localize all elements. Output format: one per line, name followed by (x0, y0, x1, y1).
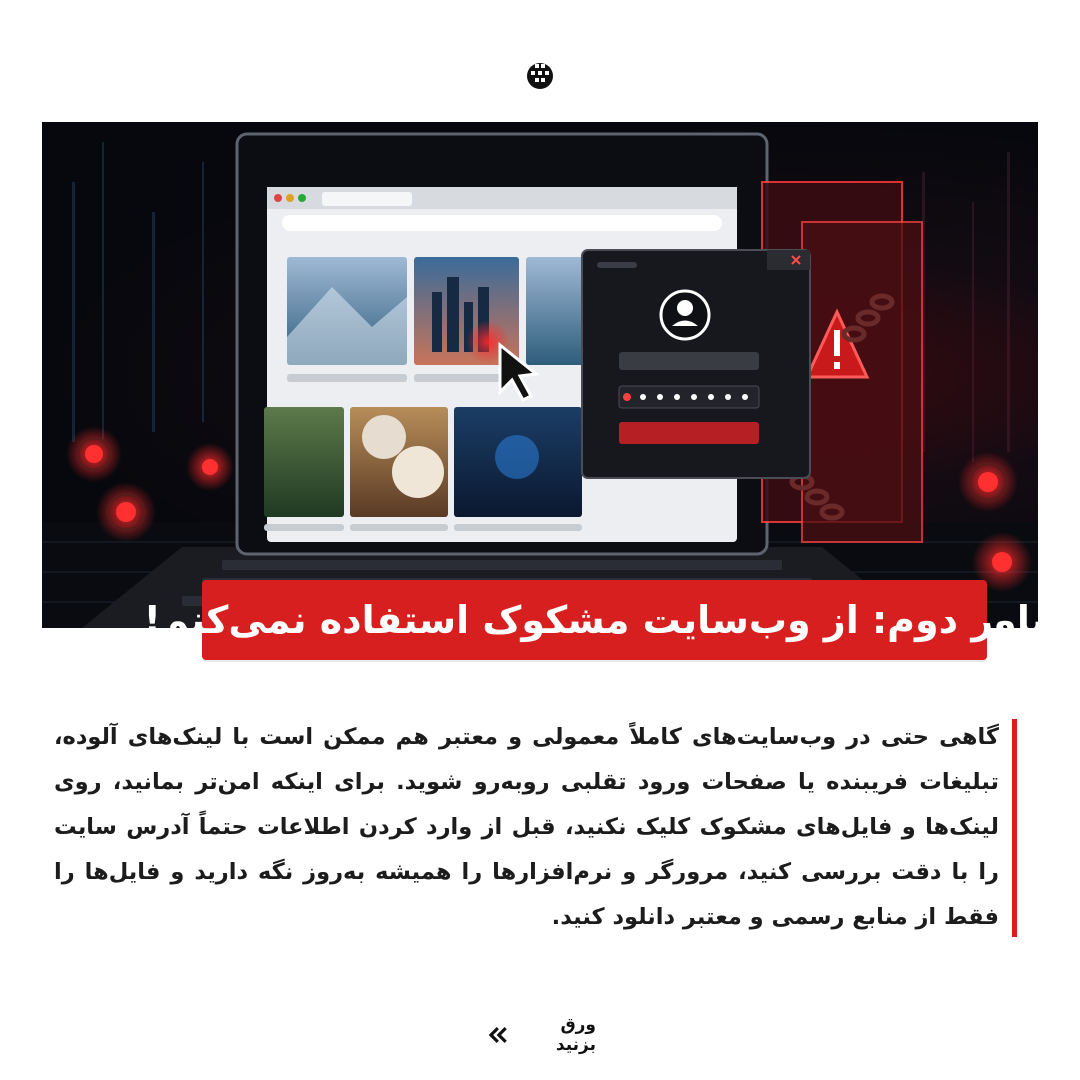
swipe-label: ورق بزنید (555, 1015, 596, 1055)
brand-logo (524, 60, 556, 90)
double-chevron-left-icon (486, 1025, 510, 1045)
body-section (52, 715, 1017, 935)
swipe-hint[interactable] (486, 1015, 596, 1055)
hero-illustration (42, 122, 1038, 628)
threat-node (96, 482, 156, 542)
accent-bar (1012, 719, 1017, 937)
page-title: باور دوم: از وب‌سایت مشکوک استفاده نمی‌کنم! (143, 598, 1046, 642)
threat-node (186, 443, 234, 491)
title-banner (143, 580, 1046, 660)
body-paragraph: گاهی حتی در وب‌سایت‌های کاملاً معمولی و معتبر هم ممکن است با لینک‌های آلوده، تبلیغات فریبنده یا صفحات ورود تقلبی روبه‌رو شوید. برای اینکه امن‌تر بمانید، روی لینک‌ها و فایل‌های مشکوک کلیک نکنید، قبل از وارد کردن اطلاعات حتماً آدرس سایت را با دقت بررسی کنید، مرورگر و نرم‌افزارها را همیشه به‌روز نگه دارید و فایل‌ها را فقط از منابع رسمی و معتبر دانلود کنید. (54, 724, 999, 930)
user-avatar-icon (661, 291, 709, 339)
threat-node (958, 452, 1018, 512)
threat-node (66, 426, 122, 482)
